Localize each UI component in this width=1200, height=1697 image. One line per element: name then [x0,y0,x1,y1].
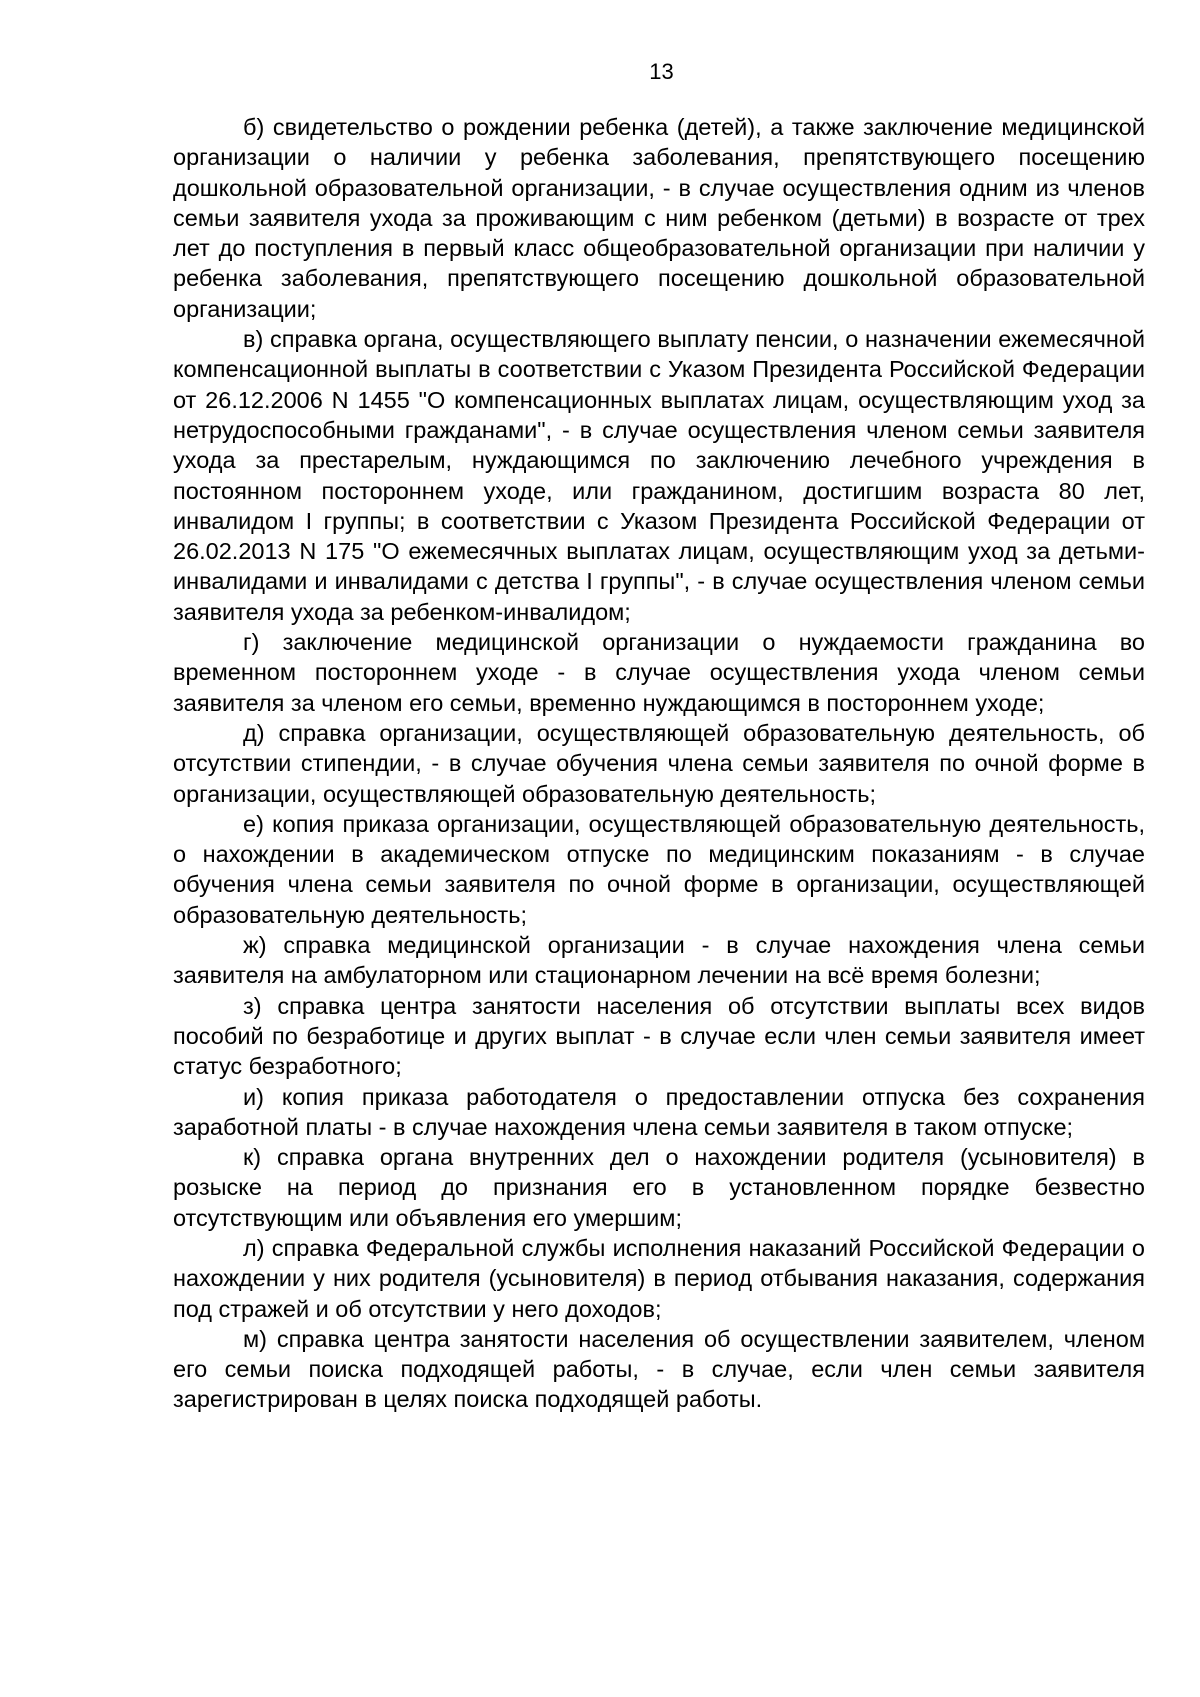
paragraph-b: б) свидетельство о рождении ребенка (детей), а также заключение медицинской организации о наличии у ребенка заболевания, препятствующего посещению дошкольной образовательной организации, - в случае осуществления одним из членов семьи заявителя ухода за проживающим с ним ребенком (детьми) в возрасте от трех лет до поступления в первый класс общеобразовательной организации при наличии у ребенка заболевания, препятствующего посещению дошкольной образовательной организации; [173,114,1145,322]
paragraph-d: д) справка организации, осуществляющей образовательную деятельность, об отсутствии стипендии, - в случае обучения члена семьи заявителя по очной форме в организации, осуществляющей образовательную деятельность; [173,719,1145,807]
paragraph-m: м) справка центра занятости населения об осуществлении заявителем, членом его семьи поиска подходящей работы, - в случае, если член семьи заявителя зарегистрирован в целях поиска подходящей работы. [173,1325,1145,1413]
paragraph-e: е) копия приказа организации, осуществляющей образовательную деятельность, о нахождении в академическом отпуске по медицинским показаниям - в случае обучения члена семьи заявителя по очной форме в организации, осуществляющей образовательную деятельность; [173,810,1145,928]
paragraph-v: в) справка органа, осуществляющего выплату пенсии, о назначении ежемесячной компенсационной выплаты в соответствии с Указом Президента Российской Федерации от 26.12.2006 N 1455 "О компенсационных выплатах лицам, осуществляющим уход за нетрудоспособными гражданами", - в случае осуществления членом семьи заявителя ухода за престарелым, нуждающимся по заключению лечебного учреждения в постоянном постороннем уходе, или гражданином, достигшим возраста 80 лет, инвалидом I группы; в соответствии с Указом Президента Российской Федерации от 26.02.2013 N 175 "О ежемесячных выплатах лицам, осуществляющим уход за детьми-инвалидами и инвалидами с детства I группы", - в случае осуществления членом семьи заявителя ухода за ребенком-инвалидом; [173,326,1145,625]
paragraph-z: з) справка центра занятости населения об отсутствии выплаты всех видов пособий по безработице и других выплат - в случае если член семьи заявителя имеет статус безработного; [173,992,1145,1080]
document-body [173,112,1145,1415]
paragraph-g: г) заключение медицинской организации о нуждаемости гражданина во временном постороннем уходе - в случае осуществления ухода членом семьи заявителя за членом его семьи, временно нуждающимся в постороннем уходе; [173,629,1145,716]
paragraph-zh: ж) справка медицинской организации - в случае нахождения члена семьи заявителя на амбулаторном или стационарном лечении на всё время болезни; [173,932,1145,989]
paragraph-l: л) справка Федеральной службы исполнения наказаний Российской Федерации о нахождении у них родителя (усыновителя) в период отбывания наказания, содержания под стражей и об отсутствии у него доходов; [173,1234,1145,1322]
paragraph-i: и) копия приказа работодателя о предоставлении отпуска без сохранения заработной платы - в случае нахождения члена семьи заявителя в таком отпуске; [173,1083,1145,1140]
page-number: 13 [649,59,674,84]
paragraph-k: к) справка органа внутренних дел о нахождении родителя (усыновителя) в розыске на период до признания его в установленном порядке безвестно отсутствующим или объявления его умершим; [173,1144,1145,1231]
